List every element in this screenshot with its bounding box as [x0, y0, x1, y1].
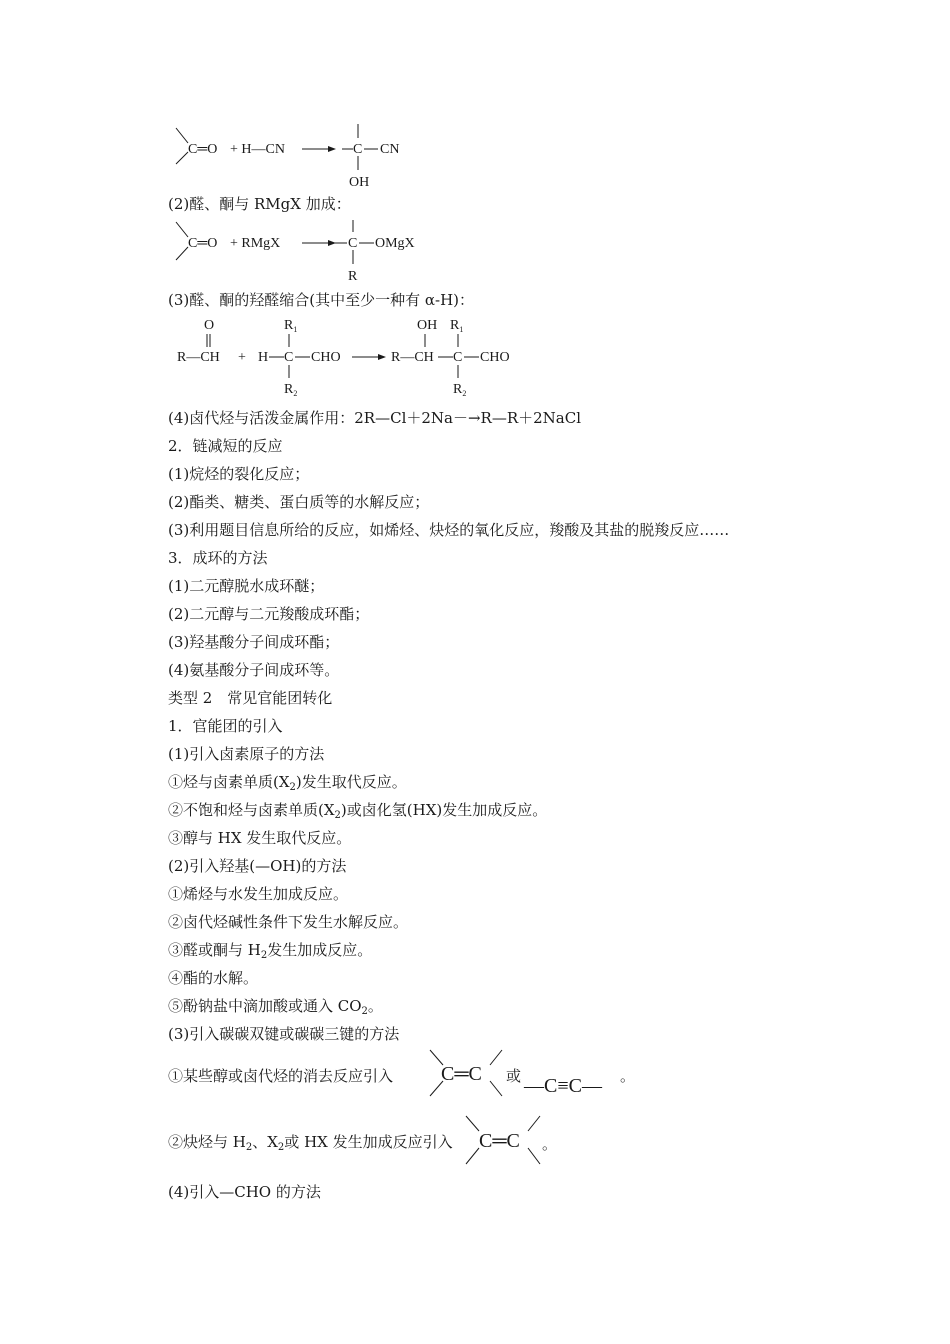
bond-line — [528, 1116, 540, 1131]
text-hydroxyl-2: ②卤代烃碱性条件下发生水解反应。 — [168, 913, 409, 931]
double-bond-label: C═C — [479, 1130, 520, 1152]
substituent-r2: $R_2$ — [284, 382, 298, 398]
bond-line — [176, 128, 188, 143]
reactant-carbonyl: C═O — [188, 236, 218, 251]
bond-line — [466, 1148, 479, 1164]
structure-cc-double — [428, 1048, 508, 1098]
text-wurtz: (4)卤代烃与活泼金属作用：2R—Cl＋2Na－→R—R＋2NaCl — [168, 409, 582, 427]
text-hydroxyl-5: ⑤酚钠盐中滴加酸或通入 $CO_2$。 — [168, 997, 383, 1017]
text-halogen-3: ③醇与 HX 发生取代反应。 — [168, 829, 352, 847]
bond-line — [176, 247, 188, 260]
text-shorten-1: (1)烷烃的裂化反应； — [168, 465, 310, 483]
product-r2: $R_2$ — [453, 382, 467, 398]
aldehyde-oxygen: O — [204, 318, 215, 333]
product-r: R — [348, 269, 358, 284]
text-hydroxyl-1: ①烯烃与水发生加成反应。 — [168, 885, 349, 903]
product-carbon: C — [348, 236, 358, 251]
alpha-hydrogen: H — [258, 350, 269, 365]
bond-line — [176, 152, 188, 164]
alpha-carbon: C — [284, 350, 294, 365]
text-hydroxyl-3: ③醛或酮与 $H_2$发生加成反应。 — [168, 941, 373, 961]
text-period-2: 。 — [542, 1135, 558, 1153]
arrow-head — [378, 354, 386, 360]
bond-line — [528, 1148, 540, 1164]
product-carbon: C — [353, 142, 363, 157]
product-aldehyde-group: CHO — [480, 350, 510, 365]
aldehyde-r-ch: R—CH — [177, 350, 220, 365]
text-period: 。 — [620, 1067, 636, 1085]
heading-double-triple: (3)引入碳碳双键或碳碳三键的方法 — [168, 1025, 400, 1043]
text-ring-3: (3)羟基酸分子间成环酯； — [168, 633, 340, 651]
arrow-head — [328, 146, 336, 152]
text-ring-1: (1)二元醇脱水成环醚； — [168, 577, 325, 595]
equation-hcn-addition — [160, 124, 460, 190]
product-omgx: OMgX — [375, 236, 415, 251]
text-grignard: (2)醛、酮与 RMgX 加成： — [168, 195, 351, 213]
product-r-ch: R—CH — [391, 350, 434, 365]
text-aldol: (3)醛、酮的羟醛缩合(其中至少一种有 α-H)： — [168, 291, 475, 309]
text-hydroxyl-4: ④酯的水解。 — [168, 969, 259, 987]
bond-line — [176, 222, 188, 237]
text-double-1: ①某些醇或卤代烃的消去反应引入 — [168, 1067, 394, 1085]
aldehyde-group: CHO — [311, 350, 341, 365]
triple-bond-label: —C≡C— — [524, 1075, 602, 1097]
heading-hydroxyl: (2)引入羟基(—OH)的方法 — [168, 857, 347, 875]
heading-ring-formation: 3．成环的方法 — [168, 549, 268, 567]
product-r1: $R_1$ — [450, 318, 464, 334]
equation-aldol — [160, 314, 540, 400]
bond-line — [490, 1081, 502, 1096]
product-hydroxyl: OH — [349, 175, 370, 190]
text-ring-2: (2)二元醇与二元羧酸成环酯； — [168, 605, 370, 623]
heading-cho: (4)引入—CHO 的方法 — [168, 1183, 321, 1201]
text-shorten-3: (3)利用题目信息所给的反应，如烯烃、炔烃的氧化反应，羧酸及其盐的脱羧反应…… — [168, 521, 730, 539]
heading-chain-shortening: 2．链减短的反应 — [168, 437, 283, 455]
text-ring-4: (4)氨基酸分子间成环等。 — [168, 661, 340, 679]
double-bond-label: C═C — [441, 1063, 482, 1085]
reactant-hcn: + H—CN — [230, 142, 285, 157]
text-halogen-2: ②不饱和烃与卤素单质$(X_2)$或卤化氢(HX)发生加成反应。 — [168, 801, 548, 821]
bond-line — [466, 1116, 479, 1131]
product-cyano: CN — [380, 142, 400, 157]
substituent-r1: $R_1$ — [284, 318, 298, 334]
structure-cc-triple — [522, 1072, 622, 1102]
reactant-carbonyl: C═O — [188, 142, 218, 157]
heading-introduction: 1．官能团的引入 — [168, 717, 283, 735]
structure-cc-double-2 — [464, 1114, 544, 1166]
plus-sign: + — [238, 350, 246, 365]
text-double-2: ②炔烃与 $H_2$、$X_2$或 HX 发生加成反应引入 — [168, 1133, 453, 1153]
bond-line — [490, 1050, 502, 1065]
product-hydroxyl: OH — [417, 318, 438, 333]
product-carbon: C — [453, 350, 463, 365]
text-shorten-2: (2)酯类、糖类、蛋白质等的水解反应； — [168, 493, 430, 511]
equation-grignard-addition — [160, 218, 460, 284]
heading-type-2: 类型 2 常见官能团转化 — [168, 689, 333, 707]
reactant-rmgx: + RMgX — [230, 236, 281, 251]
heading-halogen: (1)引入卤素原子的方法 — [168, 745, 325, 763]
text-or: 或 — [506, 1067, 522, 1085]
text-halogen-1: ①烃与卤素单质$(X_2)$发生取代反应。 — [168, 773, 407, 793]
